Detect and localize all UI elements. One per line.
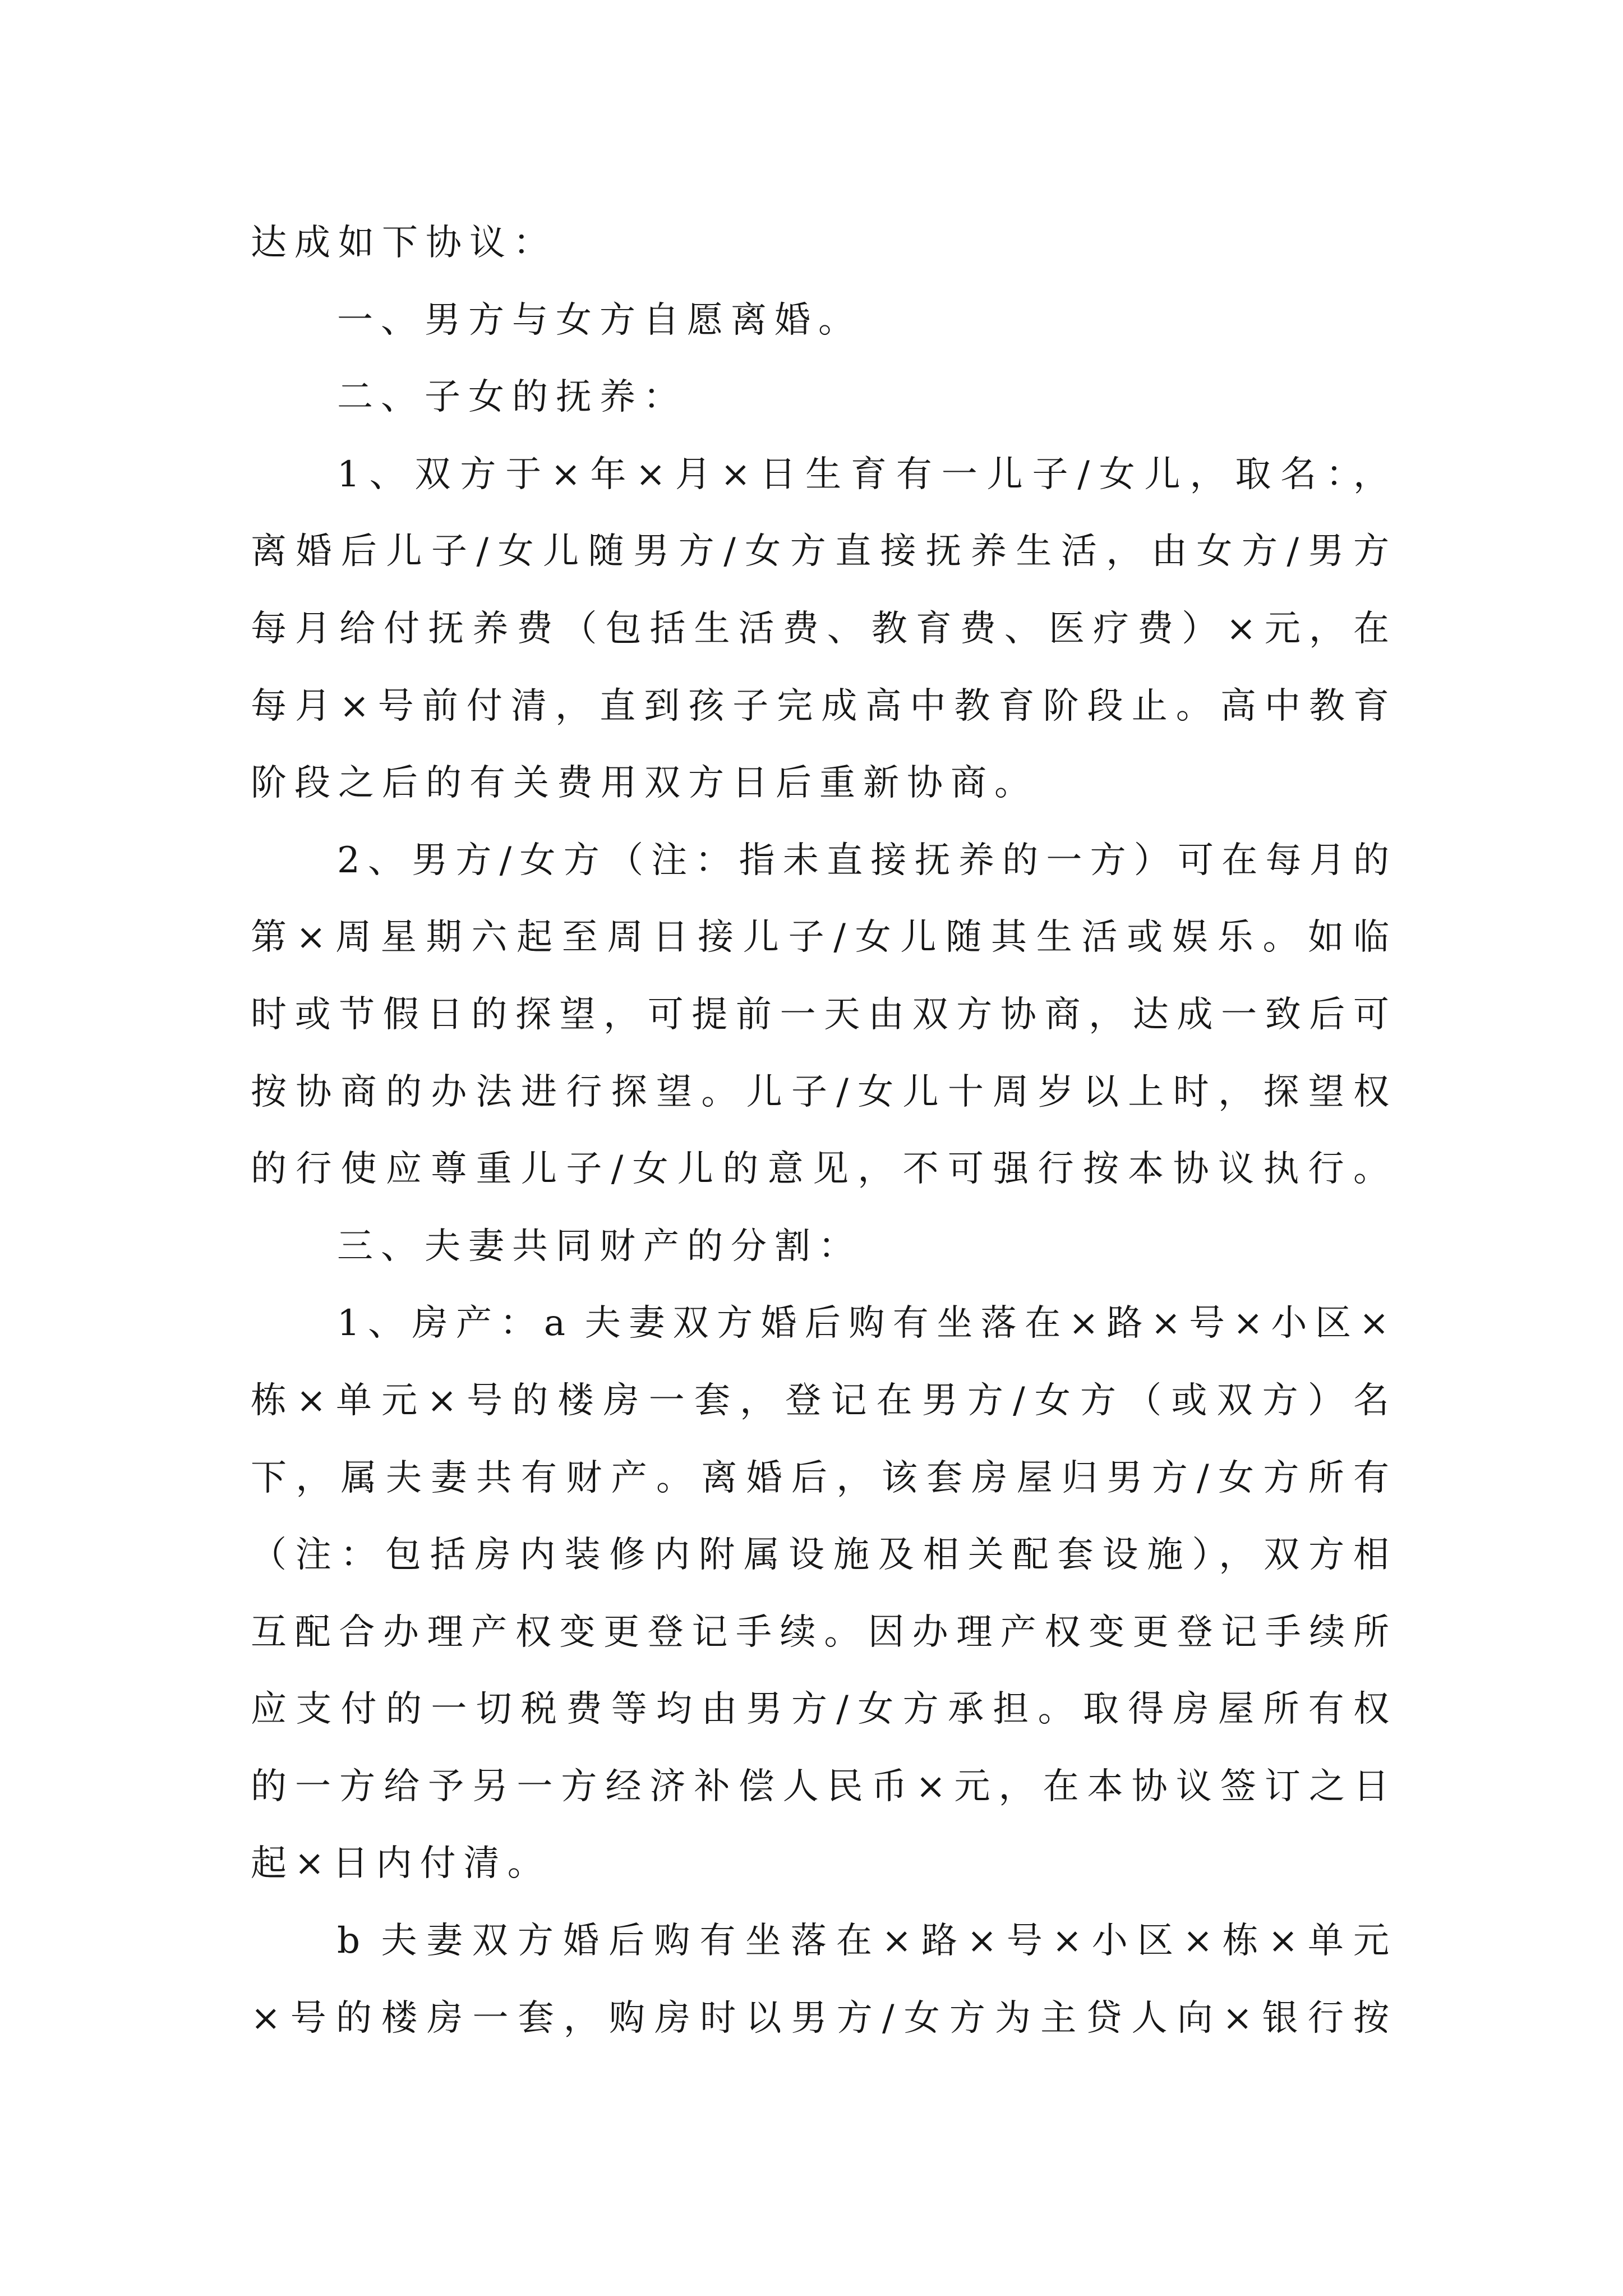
text-line: ×号的楼房一套，购房时以男方/女方为主贷人向×银行按 [251,1997,1389,2039]
text-line: （注：包括房内装修内附属设施及相关配套设施），双方相 [251,1534,1389,1576]
text-line: 按协商的办法进行探望。儿子/女儿十周岁以上时，探望权 [251,1071,1389,1113]
document-body [251,205,1389,2057]
text-line: 的行使应尊重儿子/女儿的意见，不可强行按本协议执行。 [251,1148,1389,1190]
text-line: 下，属夫妻共有财产。离婚后，该套房屋归男方/女方所有 [251,1457,1389,1499]
text-line: 栋×单元×号的楼房一套，登记在男方/女方（或双方）名 [251,1379,1389,1421]
text-line: 达成如下协议： [251,222,557,264]
paragraph-property-b [251,1903,1389,2057]
text-line: 离婚后儿子/女儿随男方/女方直接抚养生活，由女方/男方 [251,531,1389,573]
paragraph-property-a [251,1285,1389,1903]
text-line: 阶段之后的有关费用双方日后重新协商。 [251,762,1038,804]
text-line: b 夫妻双方婚后购有坐落在×路×号×小区×栋×单元 [337,1920,1389,1962]
clause-heading: 一、男方与女方自愿离婚。 [337,299,862,341]
text-line: 第×周星期六起至周日接儿子/女儿随其生活或娱乐。如临 [251,917,1389,959]
text-line: 互配合办理产权变更登记手续。因办理产权变更登记手续所 [251,1611,1389,1653]
text-line: 的一方给予另一方经济补偿人民币×元，在本协议签订之日 [251,1765,1389,1807]
text-line: 每月×号前付清，直到孩子完成高中教育阶段止。高中教育 [251,685,1389,727]
paragraph-visitation [251,822,1389,1208]
paragraph-clause-3-heading [251,1208,1389,1286]
paragraph-clause-1 [251,282,1389,360]
text-line: 起×日内付清。 [251,1843,551,1885]
text-line: 1、双方于×年×月×日生育有一儿子/女儿，取名：， [337,453,1389,495]
text-line: 每月给付抚养费（包括生活费、教育费、医疗费）×元，在 [251,608,1389,650]
clause-heading: 二、子女的抚养： [337,376,687,418]
paragraph-child-custody [251,436,1389,822]
paragraph-clause-2-heading [251,359,1389,436]
text-line: 1、房产：a 夫妻双方婚后购有坐落在×路×号×小区× [337,1303,1389,1345]
text-line: 时或节假日的探望，可提前一天由双方协商，达成一致后可 [251,993,1389,1036]
text-line: 应支付的一切税费等均由男方/女方承担。取得房屋所有权 [251,1688,1389,1731]
clause-heading: 三、夫妻共同财产的分割： [337,1225,862,1267]
paragraph-agreement-intro [251,205,1389,282]
text-line: 2、男方/女方（注：指未直接抚养的一方）可在每月的 [337,839,1389,881]
